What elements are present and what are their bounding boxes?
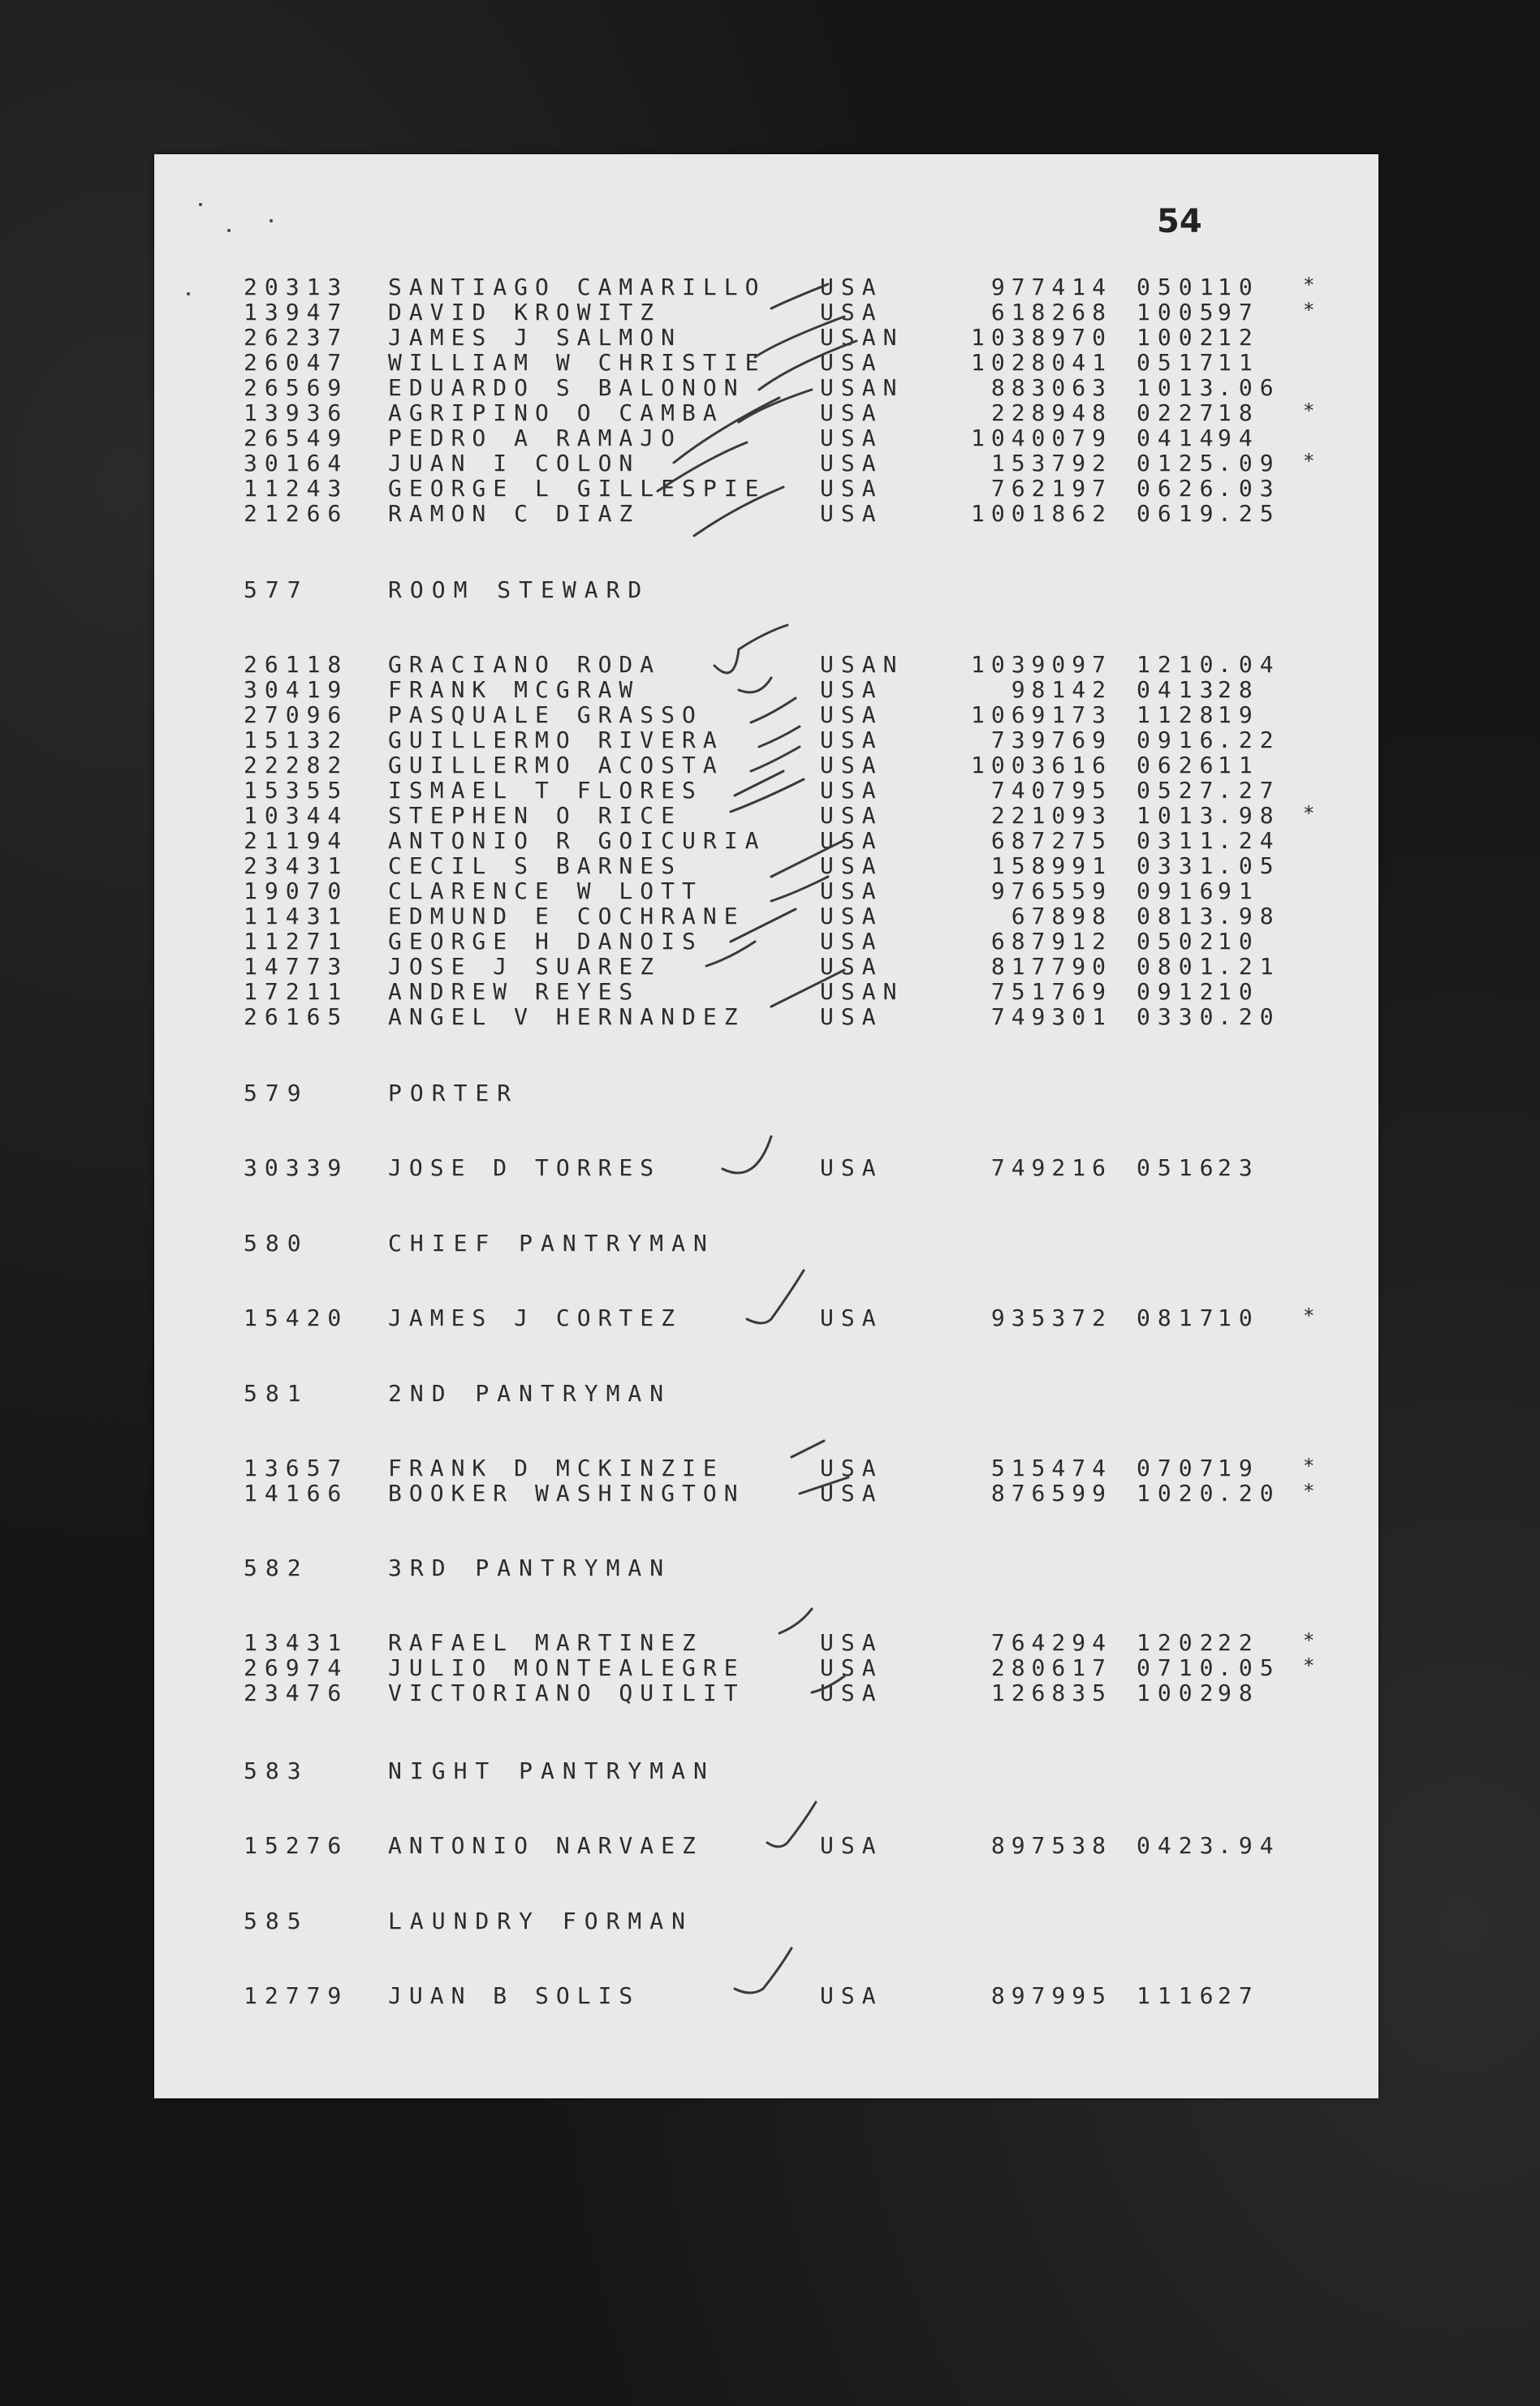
date-code: 0916	[1137, 877, 1221, 904]
crew-id: 26569	[244, 374, 349, 401]
crew-name: FRANK D MCKINZIE	[388, 1455, 724, 1481]
crew-id: 14773	[244, 953, 349, 980]
value-code: 10	[1218, 1304, 1260, 1331]
date-code: 0423	[1137, 1832, 1221, 1859]
date-code: 0125	[1137, 450, 1221, 476]
citizenship: USAN	[820, 651, 904, 678]
date-code: 0311	[1137, 827, 1221, 854]
asterisk-mark: *	[1303, 1629, 1315, 1652]
date-code: 0813	[1137, 903, 1221, 929]
crew-name: GUILLERMO RIVERA	[388, 727, 724, 753]
citizenship: USA	[820, 425, 883, 451]
date-code: 1013	[1137, 374, 1221, 401]
crew-name: CLARENCE W LOTT	[388, 877, 703, 904]
citizenship: USA	[820, 1982, 883, 2009]
value-code: .27	[1218, 777, 1281, 804]
section-code: 581	[244, 1380, 309, 1407]
crew-id: 13947	[244, 299, 349, 326]
crew-id: 10344	[244, 802, 349, 829]
crew-name: DAVID KROWITZ	[388, 299, 662, 326]
citizenship: USAN	[820, 324, 904, 351]
crew-id: 23476	[244, 1679, 349, 1706]
value-code: 94	[1218, 425, 1260, 451]
citizenship: USA	[820, 1654, 883, 1681]
document-number: 221093	[990, 802, 1112, 829]
citizenship: USA	[820, 928, 883, 955]
crew-id: 27096	[244, 701, 349, 728]
crew-id: 13431	[244, 1629, 349, 1656]
date-code: 0626	[1137, 475, 1221, 502]
citizenship: USA	[820, 1154, 883, 1181]
crew-name: SANTIAGO CAMARILLO	[388, 274, 766, 300]
date-code: 1116	[1137, 1982, 1221, 2009]
citizenship: USA	[820, 903, 883, 929]
document-number: 876599	[990, 1480, 1112, 1507]
crew-id: 13936	[244, 399, 349, 426]
crew-name: CECIL S BARNES	[388, 852, 683, 879]
crew-id: 26047	[244, 349, 349, 376]
crew-name: FRANK MCGRAW	[388, 676, 641, 703]
crew-id: 21194	[244, 827, 349, 854]
asterisk-mark: *	[1303, 274, 1315, 296]
date-code: 0527	[1137, 777, 1221, 804]
value-code: .21	[1218, 953, 1281, 980]
crew-name: JUAN B SOLIS	[388, 1982, 641, 2009]
crew-id: 21266	[244, 500, 349, 527]
crew-id: 12779	[244, 1982, 349, 2009]
value-code: .24	[1218, 827, 1281, 854]
value-code: 11	[1218, 752, 1260, 778]
citizenship: USA	[820, 802, 883, 829]
asterisk-mark: *	[1303, 1304, 1315, 1327]
citizenship: USA	[820, 1629, 883, 1656]
value-code: 28	[1218, 676, 1260, 703]
crew-name: GEORGE L GILLESPIE	[388, 475, 766, 502]
document-number: 749216	[990, 1154, 1112, 1181]
value-code: .25	[1218, 500, 1281, 527]
crew-name: ANTONIO NARVAEZ	[388, 1832, 703, 1859]
value-code: .04	[1218, 651, 1281, 678]
document-number: 977414	[990, 274, 1112, 300]
value-code: .05	[1218, 852, 1281, 879]
document-number: 228948	[990, 399, 1112, 426]
asterisk-mark: *	[1303, 1654, 1315, 1677]
date-code: 0517	[1137, 349, 1221, 376]
value-code: 19	[1218, 1455, 1260, 1481]
crew-name: AGRIPINO O CAMBA	[388, 399, 724, 426]
section-title: 2ND PANTRYMAN	[388, 1380, 672, 1407]
value-code: 91	[1218, 877, 1260, 904]
value-code: 11	[1218, 349, 1260, 376]
section-title: NIGHT PANTRYMAN	[388, 1757, 715, 1784]
date-code: 0817	[1137, 1304, 1221, 1331]
date-code: 1002	[1137, 324, 1221, 351]
crew-name: JOSE D TORRES	[388, 1154, 662, 1181]
crew-id: 30419	[244, 676, 349, 703]
citizenship: USA	[820, 500, 883, 527]
value-code: 23	[1218, 1154, 1260, 1181]
value-code: 22	[1218, 1629, 1260, 1656]
document-number: 1040079	[970, 425, 1112, 451]
document-number: 897538	[990, 1832, 1112, 1859]
crew-id: 11271	[244, 928, 349, 955]
citizenship: USA	[820, 752, 883, 778]
document-number: 158991	[990, 852, 1112, 879]
document-number: 976559	[990, 877, 1112, 904]
value-code: .05	[1218, 1654, 1281, 1681]
date-code: 0414	[1137, 425, 1221, 451]
crew-id: 22282	[244, 752, 349, 778]
document-number: 739769	[990, 727, 1112, 753]
document-number: 762197	[990, 475, 1112, 502]
value-code: .03	[1218, 475, 1281, 502]
crew-id: 15132	[244, 727, 349, 753]
crew-id: 11243	[244, 475, 349, 502]
date-code: 1210	[1137, 651, 1221, 678]
section-code: 577	[244, 576, 309, 603]
document-number: 280617	[990, 1654, 1112, 1681]
document-number: 618268	[990, 299, 1112, 326]
document-number: 935372	[990, 1304, 1112, 1331]
citizenship: USA	[820, 1003, 883, 1030]
crew-name: EDMUND E COCHRANE	[388, 903, 745, 929]
crew-id: 26165	[244, 1003, 349, 1030]
citizenship: USA	[820, 1832, 883, 1859]
crew-name: JULIO MONTEALEGRE	[388, 1654, 745, 1681]
date-code: 1020	[1137, 1480, 1221, 1507]
citizenship: USA	[820, 1679, 883, 1706]
citizenship: USAN	[820, 374, 904, 401]
date-code: 1202	[1137, 1629, 1221, 1656]
date-code: 0227	[1137, 399, 1221, 426]
document-number: 1001862	[970, 500, 1112, 527]
asterisk-mark: *	[1303, 1480, 1315, 1503]
citizenship: USA	[820, 399, 883, 426]
date-code: 0710	[1137, 1654, 1221, 1681]
section-code: 580	[244, 1230, 309, 1257]
value-code: .94	[1218, 1832, 1281, 1859]
citizenship: USA	[820, 450, 883, 476]
section-title: LAUNDRY FORMAN	[388, 1908, 694, 1934]
date-code: 0330	[1137, 1003, 1221, 1030]
value-code: 97	[1218, 299, 1260, 326]
crew-name: GRACIANO RODA	[388, 651, 662, 678]
date-code: 1128	[1137, 701, 1221, 728]
document-number: 687275	[990, 827, 1112, 854]
document-number: 67898	[1011, 903, 1112, 929]
document-number: 1028041	[970, 349, 1112, 376]
ink-speck	[199, 203, 202, 206]
crew-id: 30164	[244, 450, 349, 476]
crew-id: 17211	[244, 978, 349, 1005]
section-code: 579	[244, 1080, 309, 1106]
value-code: 10	[1218, 928, 1260, 955]
crew-id: 19070	[244, 877, 349, 904]
ink-speck	[227, 229, 231, 232]
crew-id: 23431	[244, 852, 349, 879]
value-code: 10	[1218, 978, 1260, 1005]
section-code: 582	[244, 1554, 309, 1581]
crew-name: RAMON C DIAZ	[388, 500, 641, 527]
date-code: 0413	[1137, 676, 1221, 703]
crew-name: GUILLERMO ACOSTA	[388, 752, 724, 778]
document-number: 1039097	[970, 651, 1112, 678]
document-number: 1038970	[970, 324, 1112, 351]
value-code: .98	[1218, 802, 1281, 829]
citizenship: USA	[820, 827, 883, 854]
value-code: .20	[1218, 1480, 1281, 1507]
crew-id: 20313	[244, 274, 349, 300]
document-number: 751769	[990, 978, 1112, 1005]
citizenship: USA	[820, 1304, 883, 1331]
citizenship: USA	[820, 701, 883, 728]
crew-name: JUAN I COLON	[388, 450, 641, 476]
citizenship: USA	[820, 727, 883, 753]
citizenship: USAN	[820, 978, 904, 1005]
value-code: 98	[1218, 1679, 1260, 1706]
section-code: 583	[244, 1757, 309, 1784]
citizenship: USA	[820, 852, 883, 879]
date-code: 0619	[1137, 500, 1221, 527]
date-code: 1005	[1137, 299, 1221, 326]
crew-id: 26118	[244, 651, 349, 678]
date-code: 0331	[1137, 852, 1221, 879]
document-number: 98142	[1011, 676, 1112, 703]
citizenship: USA	[820, 299, 883, 326]
crew-name: JAMES J SALMON	[388, 324, 683, 351]
value-code: .98	[1218, 903, 1281, 929]
crew-id: 15420	[244, 1304, 349, 1331]
date-code: 0626	[1137, 752, 1221, 778]
asterisk-mark: *	[1303, 802, 1315, 825]
value-code: .09	[1218, 450, 1281, 476]
citizenship: USA	[820, 1455, 883, 1481]
section-title: PORTER	[388, 1080, 520, 1106]
crew-name: ISMAEL T FLORES	[388, 777, 703, 804]
crew-name: BOOKER WASHINGTON	[388, 1480, 745, 1507]
value-code: 18	[1218, 399, 1260, 426]
crew-id: 26237	[244, 324, 349, 351]
citizenship: USA	[820, 676, 883, 703]
date-code: 0516	[1137, 1154, 1221, 1181]
crew-name: EDUARDO S BALONON	[388, 374, 745, 401]
crew-name: RAFAEL MARTINEZ	[388, 1629, 703, 1656]
crew-name: WILLIAM W CHRISTIE	[388, 349, 766, 376]
citizenship: USA	[820, 475, 883, 502]
crew-id: 30339	[244, 1154, 349, 1181]
crew-name: ANTONIO R GOICURIA	[388, 827, 766, 854]
date-code: 0801	[1137, 953, 1221, 980]
date-code: 0707	[1137, 1455, 1221, 1481]
date-code: 0501	[1137, 274, 1221, 300]
document-number: 749301	[990, 1003, 1112, 1030]
crew-name: ANGEL V HERNANDEZ	[388, 1003, 745, 1030]
crew-id: 14166	[244, 1480, 349, 1507]
crew-name: JAMES J CORTEZ	[388, 1304, 683, 1331]
document-number: 687912	[990, 928, 1112, 955]
crew-name: ANDREW REYES	[388, 978, 641, 1005]
document-number: 515474	[990, 1455, 1112, 1481]
document-number: 740795	[990, 777, 1112, 804]
crew-id: 11431	[244, 903, 349, 929]
asterisk-mark: *	[1303, 1455, 1315, 1477]
date-code: 1002	[1137, 1679, 1221, 1706]
citizenship: USA	[820, 274, 883, 300]
value-code: .06	[1218, 374, 1281, 401]
document-number: 817790	[990, 953, 1112, 980]
crew-name: VICTORIANO QUILIT	[388, 1679, 745, 1706]
section-code: 585	[244, 1908, 309, 1934]
date-code: 0502	[1137, 928, 1221, 955]
section-title: 3RD PANTRYMAN	[388, 1554, 672, 1581]
document-number: 153792	[990, 450, 1112, 476]
document-number: 126835	[990, 1679, 1112, 1706]
asterisk-mark: *	[1303, 299, 1315, 321]
crew-id: 26549	[244, 425, 349, 451]
crew-name: JOSE J SUAREZ	[388, 953, 662, 980]
date-code: 0916	[1137, 727, 1221, 753]
crew-name: PEDRO A RAMAJO	[388, 425, 683, 451]
document-number: 883063	[990, 374, 1112, 401]
crew-name: PASQUALE GRASSO	[388, 701, 703, 728]
value-code: 27	[1218, 1982, 1260, 2009]
document-number: 764294	[990, 1629, 1112, 1656]
date-code: 1013	[1137, 802, 1221, 829]
asterisk-mark: *	[1303, 399, 1315, 422]
citizenship: USA	[820, 349, 883, 376]
citizenship: USA	[820, 877, 883, 904]
document-number: 1069173	[970, 701, 1112, 728]
document-number: 1003616	[970, 752, 1112, 778]
citizenship: USA	[820, 1480, 883, 1507]
crew-id: 15276	[244, 1832, 349, 1859]
value-code: .20	[1218, 1003, 1281, 1030]
document-number: 897995	[990, 1982, 1112, 2009]
value-code: 19	[1218, 701, 1260, 728]
section-title: ROOM STEWARD	[388, 576, 650, 603]
asterisk-mark: *	[1303, 450, 1315, 472]
crew-id: 26974	[244, 1654, 349, 1681]
crew-name: STEPHEN O RICE	[388, 802, 683, 829]
citizenship: USA	[820, 777, 883, 804]
value-code: .22	[1218, 727, 1281, 753]
ink-speck	[187, 292, 190, 295]
crew-name: GEORGE H DANOIS	[388, 928, 703, 955]
section-title: CHIEF PANTRYMAN	[388, 1230, 715, 1257]
value-code: 10	[1218, 274, 1260, 300]
date-code: 0912	[1137, 978, 1221, 1005]
ink-speck	[270, 219, 273, 222]
page-number: 54	[1157, 203, 1202, 240]
crew-id: 13657	[244, 1455, 349, 1481]
value-code: 12	[1218, 324, 1260, 351]
crew-id: 15355	[244, 777, 349, 804]
citizenship: USA	[820, 953, 883, 980]
